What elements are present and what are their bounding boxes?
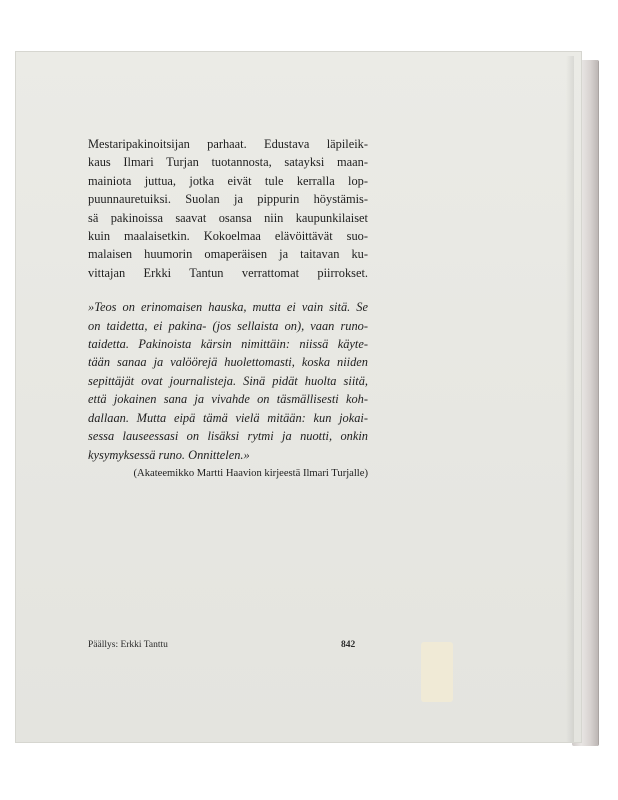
quote-line: sessa lauseessasi on lisäksi rytmi ja nuotti, onkin — [88, 429, 368, 444]
quote-line: dallaan. Mutta eipä tämä vielä mitään: kun jokai- — [88, 410, 368, 425]
quote-line: tään sanaa ja valöörejä huolettomasti, koska niiden — [88, 355, 368, 370]
description-line: kuin maalaisetkin. Kokoelmaa elävöittävät suo- — [88, 229, 368, 244]
quote-line: että jokainen sana ja vivahde on täsmällisesti koh- — [88, 392, 368, 407]
quote-line: »Teos on erinomaisen hauska, mutta ei vain sitä. Se — [88, 300, 368, 315]
quote-line: on taidetta, ei pakina- (jos sellaista on), vaan runo- — [88, 318, 368, 333]
description-line: kaus Ilmari Turjan tuotannosta, satayksi maan- — [88, 155, 368, 170]
catalog-number: 842 — [341, 640, 356, 650]
quote-line: kysymyksessä runo. Onnittelen.» — [88, 447, 250, 462]
description-line: vittajan Erkki Tantun verrattomat piirrokset. — [88, 265, 368, 280]
quote-paragraph — [88, 298, 368, 464]
spine-shadow — [566, 56, 574, 742]
quote-attribution: (Akateemikko Martti Haavion kirjeestä Ilmari Turjalle) — [133, 467, 368, 479]
description-line: mainiota juttua, jotka eivät tule kerralla lop- — [88, 173, 368, 188]
description-line: sä pakinoissa saavat osansa niin kaupunkilaiset — [88, 210, 368, 225]
blurb-text-block — [88, 135, 368, 481]
quote-line: sepittäjät ovat journalisteja. Sinä pidät huolta siitä, — [88, 373, 368, 388]
cover-credit: Päällys: Erkki Tanttu — [88, 640, 168, 650]
description-line: malaisen huumorin omaperäisen ja taitavan ku- — [88, 247, 368, 262]
description-line: puunnauretuiksi. Suolan ja pippurin höystämis- — [88, 192, 368, 207]
description-paragraph — [88, 135, 368, 282]
description-line: Mestaripakinoitsijan parhaat. Edustava läpileik- — [88, 137, 368, 151]
quote-line: taidetta. Pakinoista kärsin nimittäin: niissä käyte- — [88, 337, 368, 352]
tape-stain — [421, 642, 453, 702]
